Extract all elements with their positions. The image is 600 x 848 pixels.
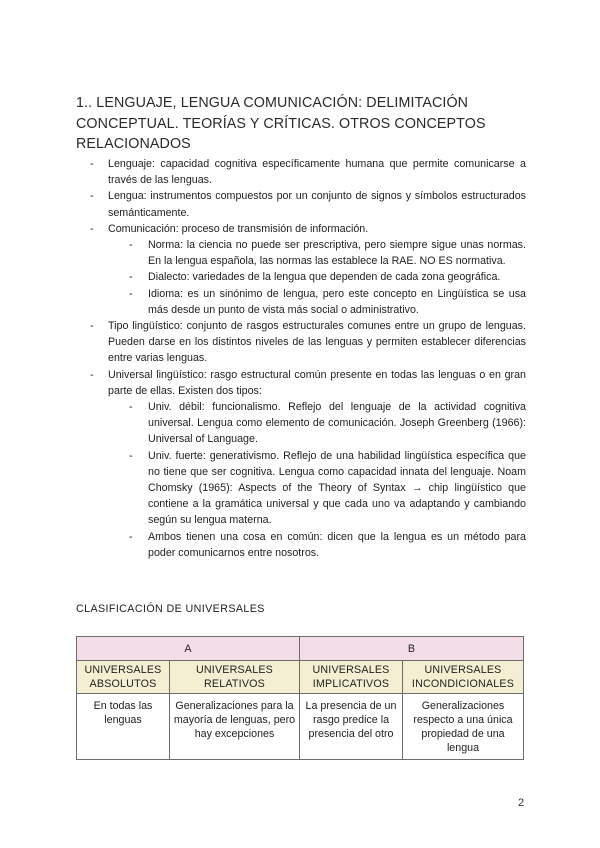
header-incondicionales: UNIVERSALES INCONDICIONALES	[403, 661, 524, 694]
bullet-dash: -	[129, 530, 133, 543]
item-text: Ambos tienen una cosa en común: dicen que la lengua es un método para poder comunicarnos entre nosotros.	[148, 530, 526, 559]
bullet-dash: -	[90, 158, 94, 170]
list-item-lenguaje	[76, 156, 526, 188]
item-text: Univ. débil: funcionalismo. Reflejo del lenguaje de la actividad cognitiva universal. Lengua como elemento de comunicación. Joseph Greenberg (1966): Universal of Language.	[148, 401, 526, 446]
group-b-header: B	[300, 637, 524, 661]
bullet-dash: -	[90, 190, 94, 203]
section-heading: 1.. LENGUAJE, LENGUA COMUNICACIÓN: DELIMITACIÓN CONCEPTUAL. TEORÍAS Y CRÍTICAS. OTROS CONCEPTOS RELACIONADOS	[76, 95, 486, 152]
sub-item-norma	[76, 237, 526, 269]
item-text: Lengua: instrumentos compuestos por un conjunto de signos y símbolos estructurados semánticamente.	[108, 190, 526, 219]
list-item-universal	[76, 367, 526, 399]
header-absolutos: UNIVERSALES ABSOLUTOS	[77, 661, 170, 694]
desc-relativos: Generalizaciones para la mayoría de lenguas, pero hay excepciones	[170, 694, 300, 760]
concept-list	[76, 156, 526, 561]
desc-implicativos: La presencia de un rasgo predice la presencia del otro	[300, 694, 403, 760]
list-item-lengua	[76, 188, 526, 220]
bullet-dash: -	[90, 320, 94, 333]
bullet-dash: -	[90, 222, 94, 235]
bullet-dash: -	[129, 271, 133, 284]
bullet-dash: -	[129, 401, 133, 414]
table-section-title: CLASIFICACIÓN DE UNIVERSALES	[76, 603, 265, 615]
desc-absolutos: En todas las lenguas	[77, 694, 170, 760]
item-text: Univ. fuerte: generativismo. Reflejo de una habilidad lingüística específica que no tiene que ser cognitiva. Lengua como capacidad innata del lenguaje. Noam Chomsky (1965): Aspects of the Theory of Syntax → chip lingüístico que contiene a la gramática universal y que cada uno va adaptando y cambiando según su lengua materna.	[148, 449, 526, 527]
bullet-dash: -	[129, 239, 133, 252]
page-number: 2	[518, 797, 525, 809]
item-text: Lenguaje: capacidad cognitiva específicamente humana que permite comunicarse a través de las lenguas.	[108, 158, 526, 187]
bullet-dash: -	[90, 368, 94, 381]
list-item-tipo	[76, 318, 526, 367]
sub-item-idioma	[76, 286, 526, 318]
bullet-dash: -	[129, 449, 133, 462]
sub-item-univ-fuerte	[76, 448, 526, 529]
bullet-dash: -	[129, 287, 133, 300]
sub-item-dialecto	[76, 269, 526, 285]
table-row	[77, 694, 524, 760]
header-implicativos: UNIVERSALES IMPLICATIVOS	[300, 661, 403, 694]
item-text: Universal lingüístico: rasgo estructural común presente en todas las lenguas o en gran parte de ellas. Existen dos tipos:	[108, 368, 526, 397]
item-text: Tipo lingüístico: conjunto de rasgos estructurales comunes entre un grupo de lenguas. Pueden darse en los distintos niveles de las lenguas y permiten establecer diferencias entre varias lenguas.	[108, 320, 526, 365]
table-group-row	[77, 637, 524, 661]
group-a-header: A	[77, 637, 300, 661]
item-text: Idioma: es un sinónimo de lengua, pero este concepto en Lingüística se usa más desde un punto de vista más social o administrativo.	[148, 287, 526, 316]
sub-item-univ-debil	[76, 399, 526, 448]
item-text: Norma: la ciencia no puede ser prescriptiva, pero siempre sigue unas normas. En la lengua española, las normas las establece la RAE. NO ES normativa.	[148, 239, 526, 268]
sub-item-ambos	[76, 529, 526, 561]
list-item-comunicacion	[76, 221, 526, 237]
item-text: Dialecto: variedades de la lengua que dependen de cada zona geográfica.	[148, 271, 501, 284]
item-text: Comunicación: proceso de transmisión de información.	[108, 222, 369, 235]
desc-incondicionales: Generalizaciones respecto a una única propiedad de una lengua	[403, 694, 524, 760]
header-relativos: UNIVERSALES RELATIVOS	[170, 661, 300, 694]
table-header-row	[77, 661, 524, 694]
universals-table	[76, 636, 524, 760]
